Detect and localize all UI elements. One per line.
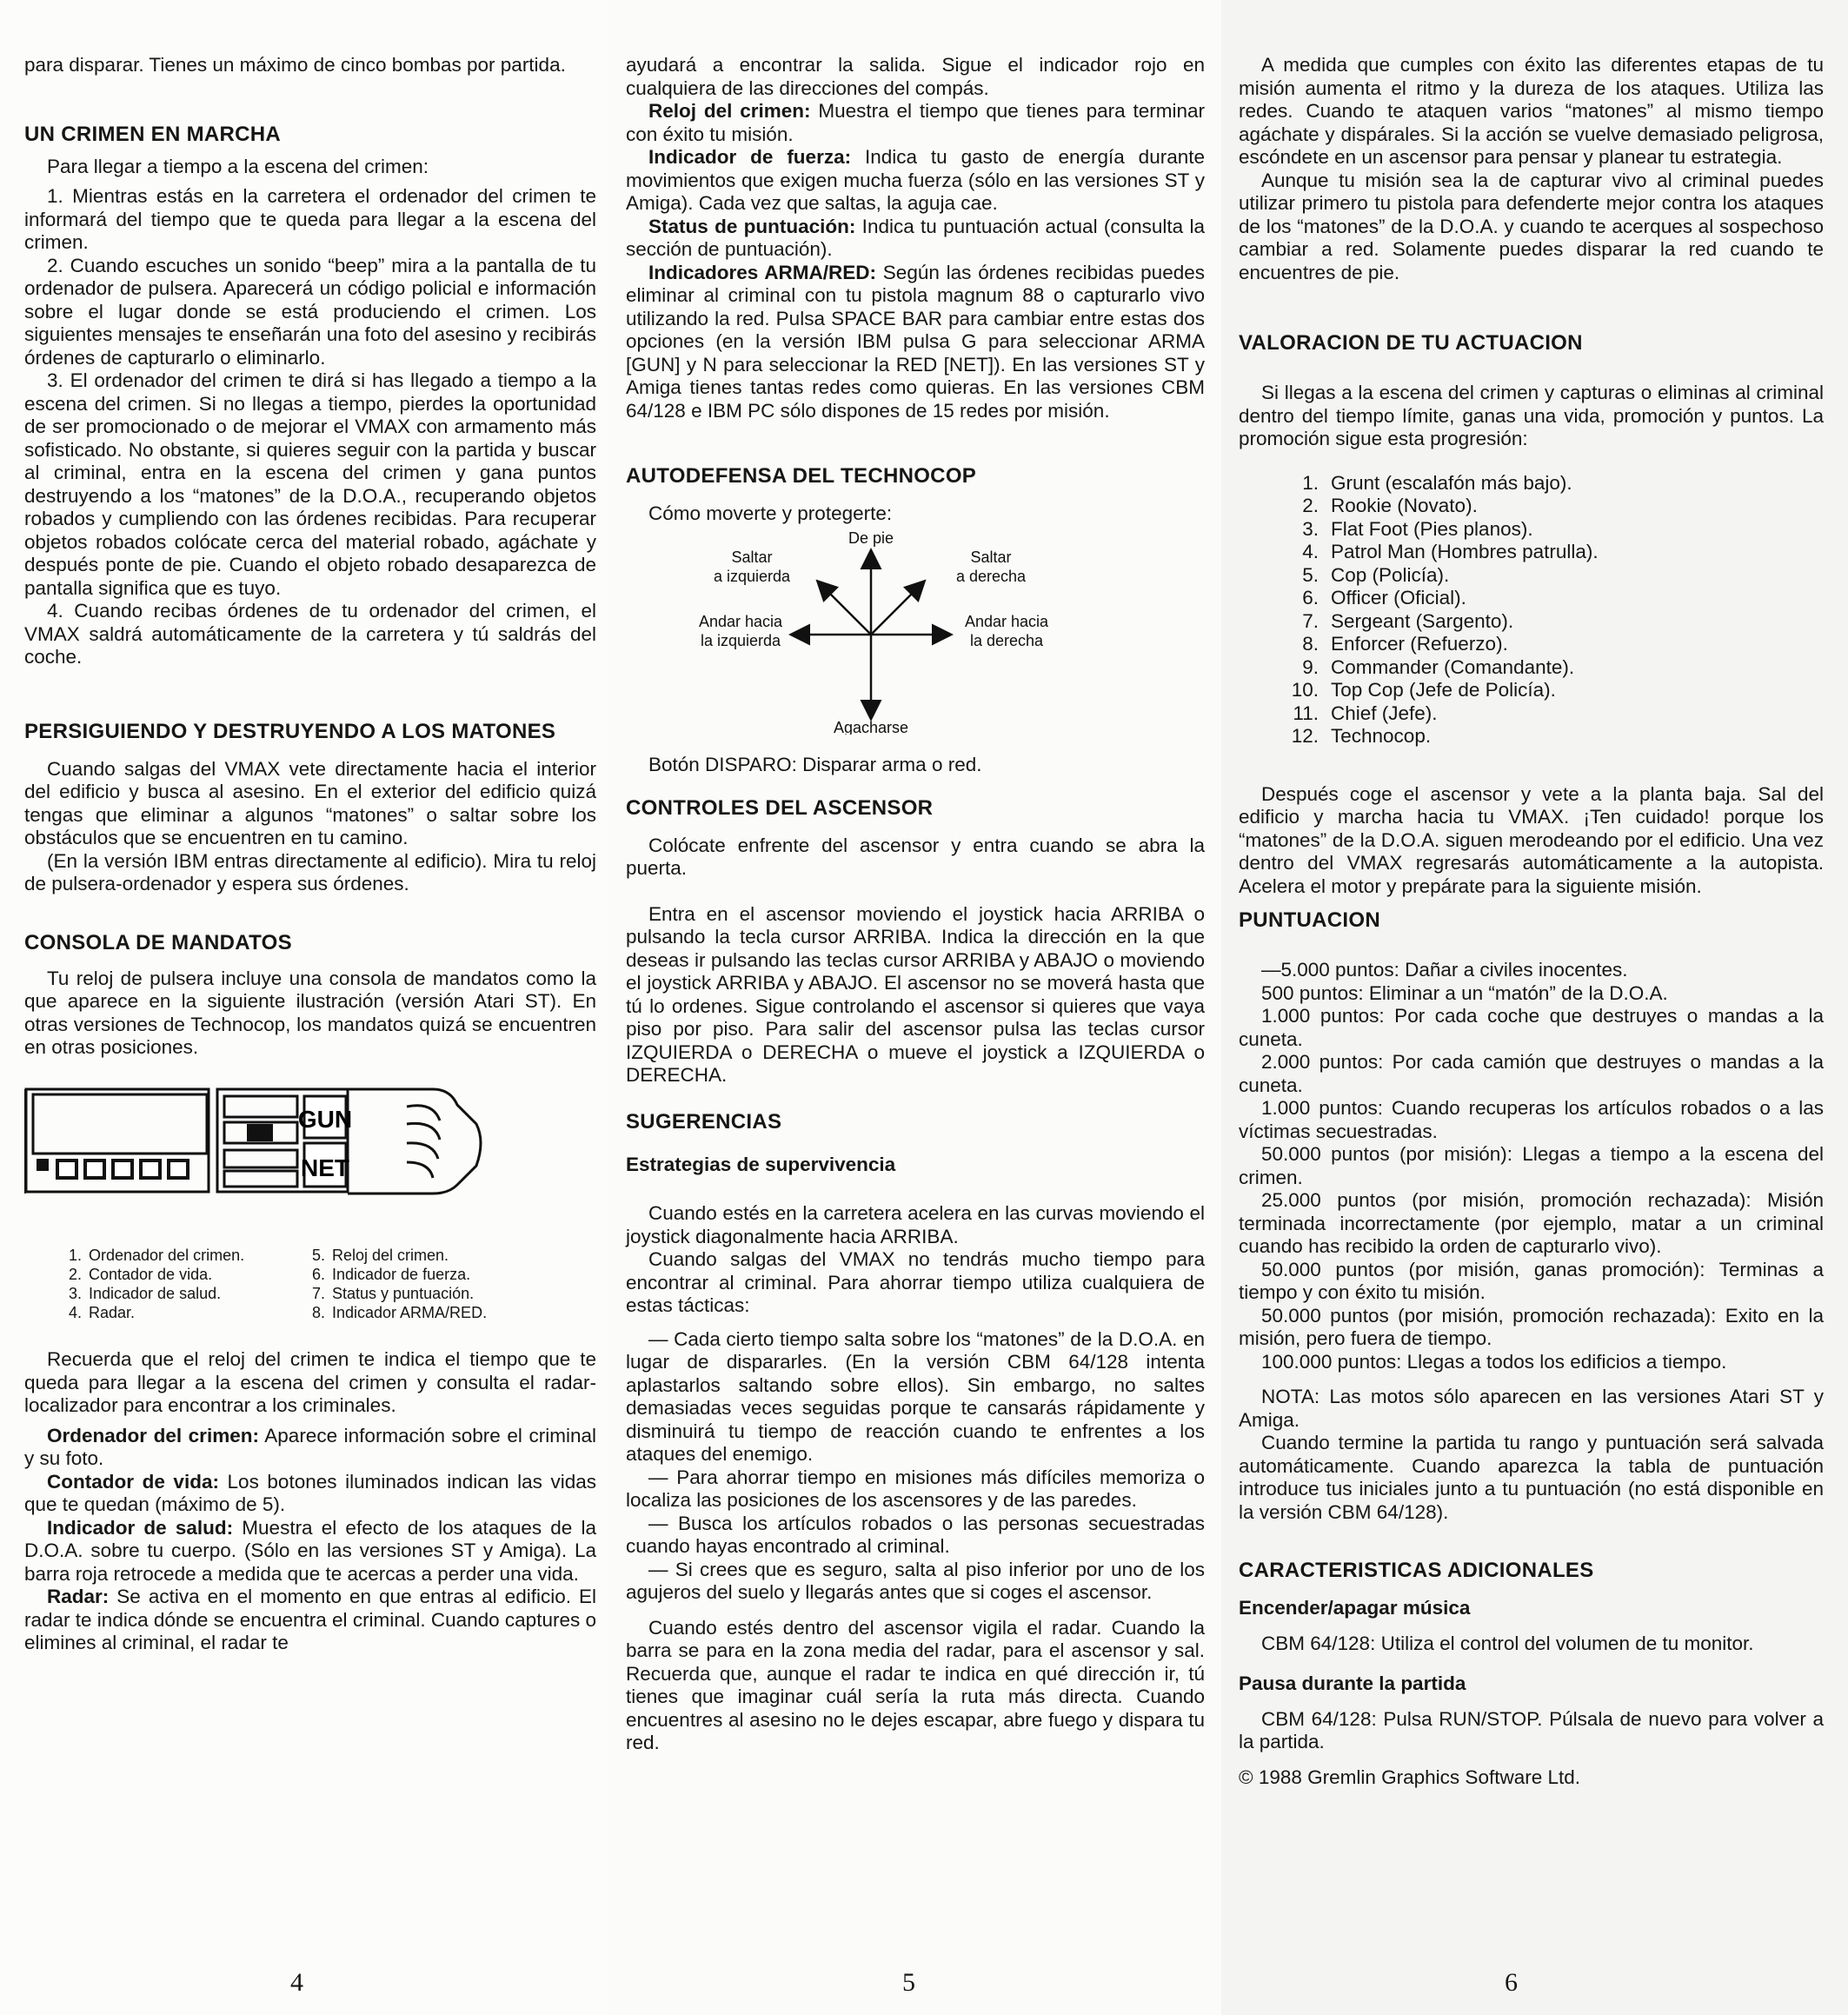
watch-gun-label: GUN <box>297 1105 353 1133</box>
sug-text-3: — Cada cierto tiempo salta sobre los “matones” de la D.O.A. en lugar de dispararles. (En la versión CBM 64/128 intenta aplastarlos saltando sobre ellos). Sin embargo, no saltes demasiadas veces seguidas porque te cansarás rápidamente y disminuirá tu tiempo de reacción cuando te enfrentes a los ataques del enemigo. <box>626 1327 1205 1465</box>
page-6 <box>1221 0 1848 2015</box>
radar-label: Radar: <box>47 1586 110 1607</box>
legend-number: 5. <box>311 1247 325 1264</box>
nota-text: NOTA: Las motos sólo aparecen en las versiones Atari ST y Amiga. <box>1239 1386 1824 1431</box>
musica-text: CBM 64/128: Utiliza el control del volumen de tu monitor. <box>1261 1632 1754 1654</box>
page-4-column <box>24 54 596 1655</box>
rank-number: 3. <box>1302 517 1319 540</box>
sug-text-1: Cuando estés en la carretera acelera en las curvas moviendo el joystick diagonalmente hacia ARRIBA. <box>626 1202 1205 1247</box>
legend-item <box>302 1284 563 1303</box>
rank-text: Technocop. <box>1331 725 1432 747</box>
vida-label: Contador de vida: <box>47 1470 219 1493</box>
fuerza-para <box>626 146 1205 216</box>
score-item: 2.000 puntos: Por cada camión que destruyes o mandas a la cuneta. <box>1239 1051 1824 1096</box>
legend-item <box>302 1303 563 1322</box>
legend-item <box>59 1284 302 1303</box>
rank-item <box>1275 702 1824 726</box>
salud-text: Muestra el efecto de los ataques de la D.O.A. sobre tu cuerpo. (Sólo en las versiones ST y Amiga). La barra roja retrocede a medida que te acercas a perder una vida. <box>24 1516 596 1585</box>
dir-upleft-label-2: a izquierda <box>713 567 791 585</box>
legend-number: 3. <box>68 1285 82 1302</box>
rank-number: 2. <box>1302 495 1319 516</box>
ascensor-text-2: Entra en el ascensor moviendo el joystick hacia ARRIBA o pulsando la tecla cursor ARRIBA. Indica la dirección en la que deseas ir pulsando las teclas cursor ARRIBA y ABAJO o moviendo el joystick ARRIBA y ABAJO. El ascensor no se moverá hasta que tú lo ordenes. Sigue controlando el ascensor si quieres que vaya piso por piso. Para salir del ascensor pulsa las teclas cursor IZQUIERDA o DERECHA o mueve el joystick a IZQUIERDA o DERECHA. <box>626 902 1205 1086</box>
legend-text: Status y puntuación. <box>332 1285 475 1302</box>
rank-text: Enforcer (Refuerzo). <box>1331 633 1508 655</box>
pausa-text: CBM 64/128: Pulsa RUN/STOP. Púlsala de nuevo para volver a la partida. <box>1239 1707 1824 1752</box>
boton-disparo: Botón DISPARO: Disparar arma o red. <box>648 754 982 775</box>
rank-text: Top Cop (Jefe de Policía). <box>1331 679 1556 701</box>
score-item: 50.000 puntos (por misión, ganas promoción): Terminas a tiempo y con éxito tu misión. <box>1239 1258 1824 1303</box>
score-item: 50.000 puntos (por misión, promoción rechazada): Exito en la misión, pero fuera de tiempo. <box>1239 1304 1824 1349</box>
page-number-4: 4 <box>290 1968 303 1997</box>
rank-number: 12. <box>1291 725 1319 747</box>
pers-text-2: (En la versión IBM entras directamente al edificio). Mira tu reloj de pulsera-ordenador y espera sus órdenes. <box>24 849 596 894</box>
rank-text: Patrol Man (Hombres patrulla). <box>1331 541 1599 562</box>
legend-text: Indicador ARMA/RED. <box>332 1304 488 1321</box>
heading-caracteristicas: CARACTERISTICAS ADICIONALES <box>1239 1559 1594 1582</box>
legend-number: 1. <box>68 1247 82 1264</box>
fuerza-text: Indica tu gasto de energía durante movimientos que exigen mucha fuerza (sólo en las versiones ST y Amiga). Cada vez que saltas, la aguja cae. <box>626 146 1205 214</box>
crimen-step-4: 4. Cuando recibas órdenes de tu ordenador del crimen, el VMAX saldrá automáticamente de la carretera y tú saldrás del coche. <box>24 600 596 668</box>
vida-para <box>24 1471 596 1517</box>
page-5 <box>608 0 1221 2015</box>
heading-sugerencias: SUGERENCIAS <box>626 1109 782 1134</box>
rank-item <box>1275 725 1824 748</box>
watch-legend <box>24 1246 596 1322</box>
crimen-step-3: 3. El ordenador del crimen te dirá si has llegado a tiempo a la escena del crimen. Si no llegas a tiempo, pierdes la oportunidad de ser promocionado o de mejorar el VMAX con armamento más sofisticado. No obstante, si quieres seguir con la partida y buscar al criminal, entra en la escena del crimen y gana puntos destruyendo a los “matones” de la D.O.A., recuperando objetos robados y cumpliendo con las órdenes recibidas. Para recuperar objetos robados colócate cerca del material robado, agáchate y después ponte de pie. Cuando el objeto robado desaparezca de pantalla significa que es tuyo. <box>24 369 596 599</box>
dir-right-label-1: Andar hacia <box>964 612 1049 630</box>
score-item: 50.000 puntos (por misión): Llegas a tiempo a la escena del crimen. <box>1239 1143 1824 1188</box>
legend-text: Indicador de salud. <box>89 1285 222 1302</box>
heading-ascensor: CONTROLES DEL ASCENSOR <box>626 795 934 820</box>
heading-puntuacion: PUNTUACION <box>1239 908 1380 932</box>
rank-item <box>1275 518 1824 542</box>
ordenador-para <box>24 1425 596 1471</box>
heading-musica: Encender/apagar música <box>1239 1597 1471 1619</box>
page-4 <box>0 0 608 2015</box>
rank-text: Flat Foot (Pies planos). <box>1331 517 1533 540</box>
rank-item <box>1275 541 1824 564</box>
legend-number: 4. <box>68 1304 82 1321</box>
consola-text-2: Recuerda que el reloj del crimen te indica el tiempo que te queda para llegar a la escena del crimen y consulta el radar-localizador para encontrar a los criminales. <box>24 1348 596 1416</box>
sug-text-2: Cuando salgas del VMAX no tendrás mucho tiempo para encontrar al criminal. Para ahorrar tiempo utiliza cualquiera de estas tácticas: <box>626 1248 1205 1316</box>
reloj-text: Muestra el tiempo que tienes para terminar con éxito tu misión. <box>626 100 1205 145</box>
rank-item <box>1275 679 1824 702</box>
legend-text: Contador de vida. <box>89 1266 213 1283</box>
autodefensa-lead: Cómo moverte y protegerte: <box>648 502 893 524</box>
fuerza-label: Indicador de fuerza: <box>648 146 852 168</box>
reloj-label: Reloj del crimen: <box>648 100 811 122</box>
crimen-step-1: 1. Mientras estás en la carretera el ordenador del crimen te informará del tiempo que te queda para llegar a la escena del crimen. <box>24 185 596 253</box>
intro-text: para disparar. Tienes un máximo de cinco bombas por partida. <box>24 54 566 76</box>
heading-autodefensa: AUTODEFENSA DEL TECHNOCOP <box>626 464 977 488</box>
rank-number: 6. <box>1302 587 1319 608</box>
rank-item <box>1275 656 1824 680</box>
rank-number: 11. <box>1293 702 1319 724</box>
rank-text: Grunt (escalafón más bajo). <box>1331 471 1572 494</box>
dir-left-label-2: la izquierda <box>700 631 781 649</box>
dir-left-label-1: Andar hacia <box>698 612 783 630</box>
watch-net-label: NET <box>301 1154 349 1181</box>
heading-estrategias: Estrategias de supervivencia <box>626 1153 896 1175</box>
heading-crimen: UN CRIMEN EN MARCHA <box>24 122 282 146</box>
dir-right-label-2: la derecha <box>969 631 1044 649</box>
sug-text-6: — Si crees que es seguro, salta al piso inferior por uno de los agujeros del suelo y llegarás antes que si coges el ascensor. <box>626 1558 1205 1603</box>
rank-text: Sergeant (Sargento). <box>1331 609 1514 632</box>
legend-item <box>302 1246 563 1265</box>
legend-text: Radar. <box>89 1304 136 1321</box>
arma-text: Según las órdenes recibidas puedes eliminar al criminal con tu pistola magnum 88 o capturarlo vivo utilizando la red. Pulsa SPACE BAR para cambiar entre estas dos opciones (en la versión IBM pulsa G para seleccionar ARMA [GUN] y N para seleccionar la RED [NET]). En las versiones ST y Amiga tienes tantas redes como quieras. En las versiones CBM 64/128 e IBM PC sólo dispones de 15 redes por misión. <box>626 261 1205 422</box>
vida-text: Los botones iluminados indican las vidas que te quedan (máximo de 5). <box>24 1470 597 1515</box>
rank-number: 9. <box>1302 655 1319 678</box>
etapas-text: A medida que cumples con éxito las diferentes etapas de tu misión aumenta el ritmo y la dureza de los ataques. Utiliza las redes. Cuando te ataquen varios “matones” al mismo tiempo agáchate y dispárales. Si la acción se vuelve demasiado peligrosa, escóndete en un ascensor para pensar y planear tu estrategia. <box>1239 54 1824 168</box>
score-item: 1.000 puntos: Cuando recuperas los artículos robados o a las víctimas secuestradas. <box>1239 1097 1824 1142</box>
rank-text: Commander (Comandante). <box>1331 655 1575 678</box>
sug-text-5: — Busca los artículos robados o las personas secuestradas cuando hayas encontrado al criminal. <box>626 1512 1205 1557</box>
rank-text: Officer (Oficial). <box>1331 587 1466 608</box>
legend-item <box>302 1265 563 1284</box>
salud-label: Indicador de salud: <box>47 1516 234 1539</box>
legend-text: Reloj del crimen. <box>332 1247 449 1264</box>
crimen-step-2: 2. Cuando escuches un sonido “beep” mira a la pantalla de tu ordenador de pulsera. Aparecerá un código policial e información sobre el lugar donde se está produciendo el crimen. Los siguientes mensajes te enseñarán una foto del asesino y recibirás órdenes de capturarlo o eliminarlo. <box>24 254 596 369</box>
copyright: © 1988 Gremlin Graphics Software Ltd. <box>1239 1766 1581 1788</box>
valoracion-text: Si llegas a la escena del crimen y capturas o eliminas al criminal dentro del tiempo límite, ganas una vida, promoción y puntos. La promoción sigue esta progresión: <box>1239 382 1824 449</box>
rank-number: 10. <box>1291 679 1319 701</box>
score-item: 1.000 puntos: Por cada coche que destruyes o mandas a la cuneta. <box>1239 1005 1824 1050</box>
rank-item <box>1275 495 1824 518</box>
termine-text: Cuando termine la partida tu rango y puntuación será salvada automáticamente. Cuando aparezca la tabla de puntuación introduce tus iniciales junto a tu puntuación (no está disponible en la versión CBM 64/128). <box>1239 1432 1824 1523</box>
salud-para <box>24 1517 596 1586</box>
dir-up-label: De pie <box>848 529 894 547</box>
legend-item <box>59 1246 302 1265</box>
radar-text: Se activa en el momento en que entras al edificio. El radar te indica dónde se encuentra el criminal. Cuando captures o elimines al criminal, el radar te <box>24 1586 596 1653</box>
heading-pausa: Pausa durante la partida <box>1239 1673 1466 1694</box>
legend-number: 2. <box>68 1266 82 1283</box>
heading-consola: CONSOLA DE MANDATOS <box>24 930 292 954</box>
rank-list <box>1239 472 1824 748</box>
status-para <box>626 216 1205 262</box>
crimen-lead: Para llegar a tiempo a la escena del crimen: <box>47 155 429 177</box>
dir-down-label: Agacharse <box>833 718 909 735</box>
page-5-column <box>626 54 1205 1755</box>
watch-console-illustration <box>24 1072 596 1228</box>
status-label: Status de puntuación: <box>648 215 856 237</box>
score-item: 25.000 puntos (por misión, promoción rechazada): Misión terminada incorrectamente (por ejemplo, matar a un criminal cuando has recibido la orden de capturarlo vivo). <box>1239 1189 1824 1257</box>
ascensor-text-1: Colócate enfrente del ascensor y entra cuando se abra la puerta. <box>626 834 1205 879</box>
page-number-6: 6 <box>1505 1968 1518 1997</box>
heading-persiguiendo: PERSIGUIENDO Y DESTRUYENDO A LOS MATONES <box>24 719 556 743</box>
reloj-para <box>626 100 1205 146</box>
rank-text: Chief (Jefe). <box>1331 702 1438 724</box>
arma-label: Indicadores ARMA/RED: <box>648 261 876 283</box>
cont-text: ayudará a encontrar la salida. Sigue el indicador rojo en cualquiera de las direcciones del compás. <box>626 54 1205 99</box>
legend-text: Indicador de fuerza. <box>332 1266 471 1283</box>
sug-text-7: Cuando estés dentro del ascensor vigila el radar. Cuando la barra se para en la zona media del radar, para el ascensor y sal. Recuerda que, aunque el radar te indica en qué dirección ir, tú tienes que imaginar cuál sería la ruta más directa. Cuando encuentres al asesino no le dejes escapar, abre fuego y dispara tu red. <box>626 1616 1205 1753</box>
legend-number: 8. <box>311 1304 325 1321</box>
heading-valoracion: VALORACION DE TU ACTUACION <box>1239 331 1583 355</box>
score-item: 100.000 puntos: Llegas a todos los edificios a tiempo. <box>1261 1350 1727 1373</box>
ordenador-label: Ordenador del crimen: <box>47 1424 259 1446</box>
arma-para <box>626 262 1205 423</box>
score-list <box>1239 959 1824 1373</box>
rank-item <box>1275 472 1824 495</box>
legend-text: Ordenador del crimen. <box>89 1247 245 1264</box>
legend-number: 7. <box>311 1285 325 1302</box>
rank-number: 5. <box>1302 563 1319 586</box>
dir-upright-label-1: Saltar <box>970 548 1012 566</box>
score-item: 500 puntos: Eliminar a un “matón” de la D.O.A. <box>1261 981 1668 1004</box>
ordenador-text: Aparece información sobre el criminal y su foto. <box>24 1424 596 1469</box>
rank-number: 1. <box>1302 471 1319 494</box>
legend-item <box>59 1303 302 1322</box>
rank-number: 8. <box>1302 633 1319 655</box>
page-number-5: 5 <box>902 1968 915 1997</box>
consola-text-1: Tu reloj de pulsera incluye una consola de mandatos como la que aparece en la siguiente ilustración (versión Atari ST). En otras versiones de Technocop, los mandatos quizá se encuentren en otras posiciones. <box>24 967 596 1058</box>
sug-text-4: — Para ahorrar tiempo en misiones más difíciles memoriza o localiza las posiciones de los ascensores y de las paredes. <box>626 1466 1205 1511</box>
pers-text-1: Cuando salgas del VMAX vete directamente hacia el interior del edificio y busca al asesino. En el exterior del edificio quizá tengas que eliminar a algunos “matones” o saltar sobre los obstáculos que se encuentren en tu camino. <box>24 757 596 848</box>
rank-text: Cop (Policía). <box>1331 563 1450 586</box>
rank-number: 4. <box>1302 541 1319 562</box>
rank-item <box>1275 587 1824 610</box>
despues-text: Después coge el ascensor y vete a la planta baja. Sal del edificio y marcha hacia tu VMAX. ¡Ten cuidado! porque los “matones” de la D.O.A. siguen merodeando por el edificio. Una vez dentro del VMAX regresarás automáticamente a la autopista. Acelera el motor y prepárate para la siguiente misión. <box>1239 782 1824 897</box>
score-item: —5.000 puntos: Dañar a civiles inocentes. <box>1261 959 1628 981</box>
rank-item <box>1275 610 1824 634</box>
mision-text: Aunque tu misión sea la de capturar vivo al criminal puedes utilizar primero tu pistola para defenderte mejor contra los ataques de los “matones” de la D.O.A. y cuando te acerques al sospechoso cambiar a red. Solamente puedes disparar la red cuando te encuentres de pie. <box>1239 169 1824 283</box>
legend-item <box>59 1265 302 1284</box>
dir-upleft-label-1: Saltar <box>731 548 773 566</box>
rank-item <box>1275 564 1824 588</box>
legend-number: 6. <box>311 1266 325 1283</box>
rank-text: Rookie (Novato). <box>1331 495 1478 516</box>
radar-para <box>24 1586 596 1655</box>
joystick-direction-diagram <box>669 526 1156 735</box>
rank-item <box>1275 633 1824 656</box>
dir-upright-label-2: a derecha <box>955 567 1027 585</box>
page-6-column <box>1239 54 1824 1789</box>
status-text: Indica tu puntuación actual (consulta la sección de puntuación). <box>626 215 1205 260</box>
rank-number: 7. <box>1302 609 1319 632</box>
